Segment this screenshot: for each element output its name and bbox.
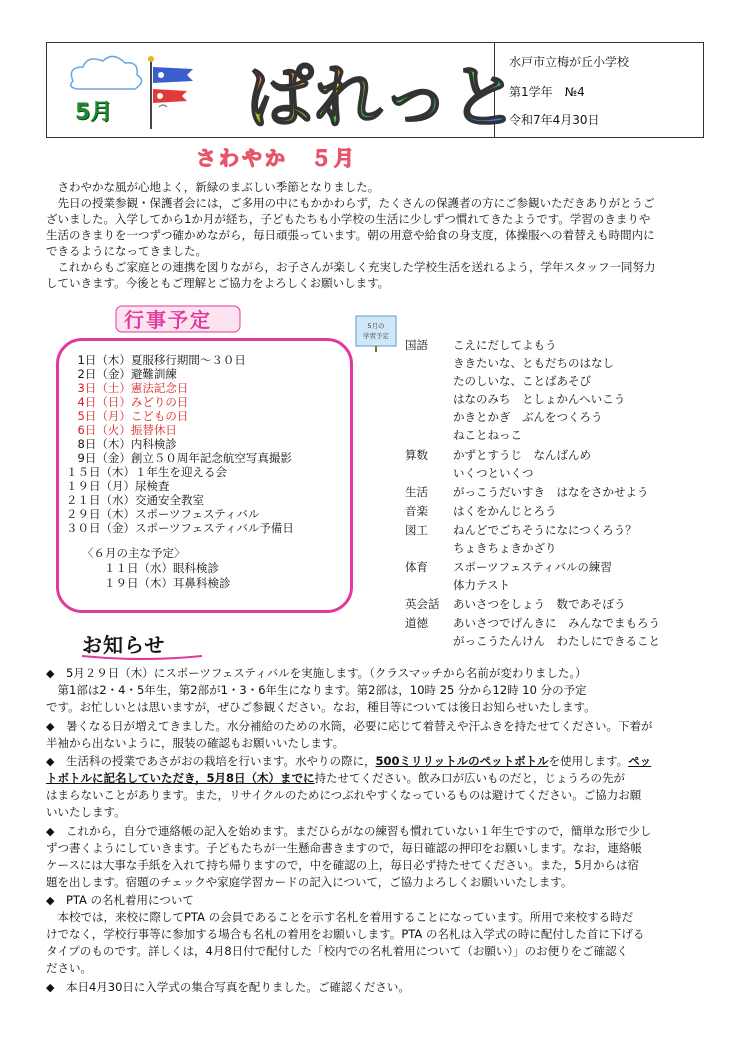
masthead-logo [242, 47, 519, 138]
unit-line: たのしいな、ことばあそび [453, 374, 591, 388]
masthead-text: ぱれっと [246, 59, 519, 138]
notice-3-line: トボトルに記名していただき，5月8日（木）までに持たせてください。飲み口が広いものだと，じょうろの先が [46, 771, 626, 785]
notice-4-line: 題を出します。宿題のチェックや家庭学習カードの記入について，ご協力よろしくお願いいたします。 [46, 875, 573, 889]
subject-label: 算数 [405, 448, 428, 462]
subject-label: 図工 [405, 523, 428, 537]
notices-title [80, 628, 210, 660]
notice-1-line: 第1部は2・4・5年生，第2部が1・3・6年生になります。第2部は，10時 25 分から12時 10 分の予定 [46, 683, 587, 697]
unit-line: ねことねっこ [453, 428, 522, 442]
notice-5: ◆ PTA の名札着用について [46, 893, 194, 907]
intro-paragraph: さわやかな風が心地よく，新緑のまぶしい季節となりました。 先日の授業参観・保護者会には，ご多用の中にもかかわらず，たくさんの保護者の方にご参観いただきありがとうご ざいました。入学してから1か月が経ち，子どもたちも小学校の生活に少しずつ慣れてきたようです。学習のきまりや 生活のきまりを一つずつ確かめながら，毎日頑張っています。朝の用意や給食の身支度，体操服への着替えも時間内に できるようになってきました。 これからもご家庭との連携を図りながら，お子さんが楽しく充実した学校生活を送れるよう，学年スタッフ一同努力 していきます。今後ともご理解とご協力をよろしくお願いします。 [46, 180, 656, 290]
subject-label: 音楽 [405, 504, 428, 518]
schedule-item: 1日（木）夏服移行期間～３０日 [66, 353, 246, 367]
notice-5-line: けでなく，学校行事等に参加する場合も名札の着用をお願いします。PTA の名札は入学式の時に配付した首に下げる [46, 927, 645, 941]
june-item: １１日（水）眼科検診 [104, 561, 219, 575]
notice-3: ◆ 生活科の授業であさがおの栽培を行います。水やりの際に，500ミリリットルのペットボトルを使用します。ペッ [46, 754, 652, 768]
subject-label: 国語 [405, 338, 428, 352]
notice-5-line: タイプのものです。詳しくは，4月8日付で配付した「校内での名札着用について（お願い）」のお便りをご確認く [46, 944, 629, 958]
bullet-diamond-icon: ◆ [46, 720, 55, 733]
bullet-diamond-icon: ◆ [46, 825, 55, 838]
bullet-diamond-icon: ◆ [46, 981, 55, 994]
unit-line: かずとすうじ なんばんめ [453, 448, 591, 462]
svg-text:学習予定: 学習予定 [363, 332, 389, 340]
unit-line: ねんどでごちそうになにつくろう？ [453, 523, 637, 537]
subject-label: 生活 [405, 485, 428, 499]
schedule-item: ３０日（金）スポーツフェスティバル予備日 [66, 521, 294, 535]
month-badge: 5月 [75, 100, 113, 125]
unit-line: かきとかぎ ぶんをつくろう [453, 410, 603, 424]
notice-4-line: ずつ書くようにしていきます。子どもたちが一生懸命書きますので，毎日確認の押印をお願いします。なお，連絡帳 [46, 841, 642, 855]
subject-label: 体育 [405, 560, 428, 574]
deadline-emphasis: トボトルに記名していただき，5月8日（木）までに [46, 771, 315, 785]
subtitle-text: さわやか ５月 [196, 146, 357, 170]
schedule-item: ２１日（水）交通安全教室 [66, 493, 204, 507]
bottle-size-emphasis: 500ミリリットルのペットボトル [375, 754, 549, 768]
subject-label: 英会話 [405, 597, 440, 611]
unit-line: いくつといくつ [453, 466, 534, 480]
svg-text:行事予定: 行事予定 [124, 308, 212, 332]
notice-3-line: いいたします。 [46, 805, 126, 819]
bullet-diamond-icon: ◆ [46, 667, 55, 680]
notice-2-line: 半袖から出ないように，服装の確認もお願いいたします。 [46, 736, 345, 750]
unit-line: あいさつでげんきに みんなでまもろう [453, 616, 660, 630]
newsletter-header [46, 42, 704, 138]
issue-date: 令和7年4月30日 [509, 113, 600, 127]
unit-line: がっこうたんけん わたしにできること [453, 634, 660, 648]
june-item: １９日（木）耳鼻科検診 [104, 576, 231, 590]
svg-text:お知らせ: お知らせ [82, 633, 166, 657]
unit-line: 体力テスト [453, 578, 511, 592]
schedule-item: 9日（金）創立５０周年記念航空写真撮影 [66, 451, 292, 465]
schedule-item: １５日（木）１年生を迎える会 [66, 465, 227, 479]
schedule-item-holiday: 4日（日）みどりの日 [66, 395, 189, 409]
schedule-item: 8日（木）内科検診 [66, 437, 177, 451]
schedule-item: １９日（月）尿検査 [66, 479, 170, 493]
schedule-title [114, 303, 244, 335]
schedule-item: ２９日（木）スポーツフェスティバル [66, 507, 260, 521]
unit-line: スポーツフェスティバルの練習 [453, 560, 612, 574]
notice-3-line: はまらないことがあります。また，リサイクルのためにつぶれやすくなっているものは避けてください。ご協力お願 [46, 788, 642, 802]
notice-4: ◆ これから，自分で連絡帳の記入を始めます。まだひらがなの練習も慣れていない１年生ですので，簡単な形で少し [46, 824, 652, 838]
notice-4-line: ケースには大事な手紙を入れて持ち帰りますので，中を確認の上，毎日必ず持たせてください。また，5月からは宿 [46, 858, 640, 872]
notice-5-line: ださい。 [46, 961, 92, 975]
schedule-item: 2日（金）避難訓練 [66, 367, 177, 381]
svg-text:5月の: 5月の [367, 322, 385, 330]
month-subtitle [196, 142, 466, 172]
bullet-diamond-icon: ◆ [46, 894, 55, 907]
unit-line: ききたいな、ともだちのはなし [453, 356, 614, 370]
notice-5-line: 本校では，来校に際してPTA の会員であることを示す名札を着用することになっています。所用で来校する時だ [46, 910, 634, 924]
schedule-item-holiday: 5日（月）こどもの日 [66, 409, 189, 423]
notice-2: ◆ 暑くなる日が増えてきました。水分補給のための水筒，必要に応じて着替えや汗ふきを持たせてください。下着が [46, 719, 653, 733]
notice-1: ◆ 5月２９日（木）にスポーツフェスティバルを実施します。（クラスマッチから名前が変わりました。） [46, 666, 587, 680]
study-plan-sign-icon [354, 312, 400, 352]
grade-issue: 第1学年 №4 [509, 85, 585, 99]
unit-line: あいさつをしょう 数であそぼう [453, 597, 626, 611]
june-title: 〈６月の主な予定〉 [82, 546, 186, 560]
unit-line: はくをかんじとろう [453, 504, 557, 518]
bullet-diamond-icon: ◆ [46, 755, 55, 768]
unit-line: はなのみち としょかんへいこう [453, 392, 626, 406]
bottle-emphasis: ペッ [628, 754, 652, 768]
unit-line: こえにだしてよもう [453, 338, 557, 352]
notice-1-line: です。お忙しいとは思いますが，ぜひご参観ください。なお，種目等については後日お知らせいたします。 [46, 700, 596, 714]
notice-6: ◆ 本日4月30日に入学式の集合写真を配りました。ご確認ください。 [46, 980, 410, 994]
unit-line: ちょきちょきかざり [453, 541, 557, 555]
schedule-item-holiday: 3日（土）憲法記念日 [66, 381, 189, 395]
schedule-item-holiday: 6日（火）振替休日 [66, 423, 177, 437]
subject-label: 道徳 [405, 616, 428, 630]
school-name: 水戸市立梅が丘小学校 [509, 55, 630, 69]
unit-line: がっこうだいすき はなをさかせよう [453, 485, 649, 499]
